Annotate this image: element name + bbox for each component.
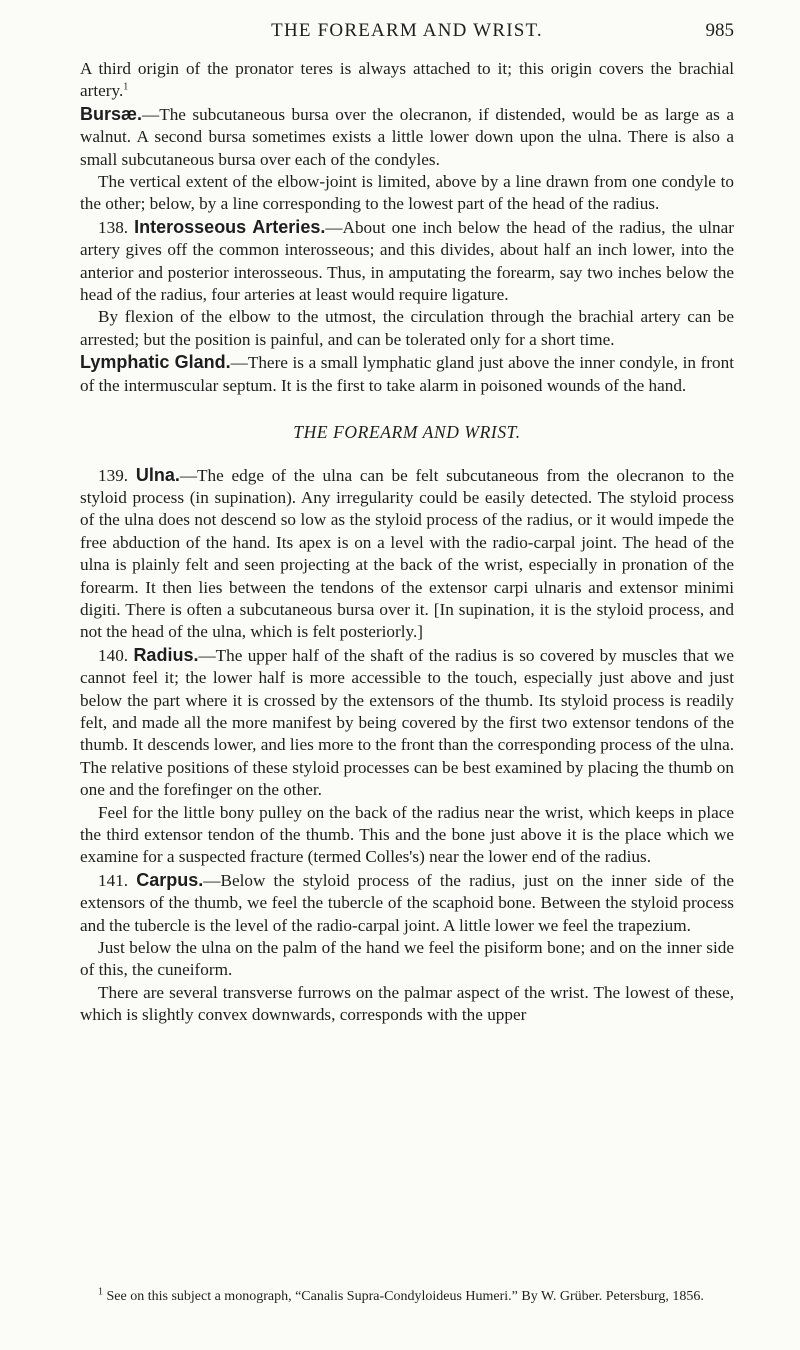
running-head	[80, 20, 734, 50]
paragraph-text: —Below the styloid process of the radius, just on the inner side of the extensors of the thumb, we feel the tubercle of the scaphoid bone. Between the styloid process and the tubercle is the level of the radio-carpal joint. A little lower we feel the trapezium.	[80, 870, 734, 935]
paragraph-text: —About one inch below the head of the radius, the ulnar artery gives off the common interosseous; and this divides, about half an inch lower, into the anterior and posterior interosseous. Thus, in amputating the forearm, say two inches below the head of the radius, four arteries at least would require ligature.	[80, 217, 734, 305]
paragraph-text: A third origin of the pronator teres is always attached to it; this origin covers the brachial artery.	[80, 59, 734, 101]
paragraph-text: By flexion of the elbow to the utmost, the circulation through the brachial artery can be arrested; but the position is painful, and can be tolerated only for a short time.	[80, 307, 734, 349]
footnote	[80, 1288, 734, 1306]
paragraph-text: —The edge of the ulna can be felt subcutaneous from the olecranon to the styloid process (in supination). Any irregularity could be easily detected. The styloid process of the ulna does not descend so low as the styloid process of the radius, or it would impede the free abduction of the hand. Its apex is on a level with the radio-carpal joint. The head of the ulna is plainly felt and seen projecting at the back of the wrist, especially in pronation of the forearm. It then lies between the tendons of the extensor carpi ulnaris and extensor minimi digiti. There is often a subcutaneous bursa over it. [In supination, it is the styloid process, and not the head of the ulna, which is felt posteriorly.]	[80, 465, 735, 642]
footnote-text: See on this subject a monograph, “Canalis Supra-Condyloideus Humeri.” By W. Grüber. Petersburg, 1856.	[106, 1289, 704, 1304]
paragraph-heading: Bursæ.	[80, 103, 143, 124]
body-text	[80, 58, 734, 1027]
paragraph-text: The vertical extent of the elbow-joint is limited, above by a line drawn from one condyle to the other; below, by a line corresponding to the lowest part of the head of the radius.	[80, 172, 734, 214]
paragraph	[80, 869, 734, 937]
paragraph-text: Feel for the little bony pulley on the back of the radius near the wrist, which keeps in place the third extensor tendon of the thumb. This and the bone just above it is the place which we examine for a suspected fracture (termed Colles's) near the lower end of the radius.	[80, 802, 734, 867]
paragraph-heading: Ulna.	[135, 464, 180, 485]
paragraph	[80, 171, 734, 216]
section-number: 141.	[98, 870, 129, 890]
section-number: 138.	[98, 217, 129, 237]
paragraph-text: —The upper half of the shaft of the radius is so covered by muscles that we cannot feel it; the lower half is more accessible to the touch, especially just above and just below the part where it is crossed by the extensors of the thumb. Its styloid process is readily felt, and made all the more manifest by being covered by the first two extensor tendons of the thumb. It descends lower, and lies more to the front than the corresponding process of the ulna. The relative positions of these styloid processes can be best examined by placing the thumb on one and the forefinger on the other.	[80, 645, 735, 800]
section-heading: THE FOREARM AND WRIST.	[293, 422, 521, 443]
paragraph	[80, 306, 734, 351]
section-number: 139.	[98, 465, 129, 485]
paragraph	[80, 351, 734, 397]
paragraph-text: —There is a small lymphatic gland just above the inner condyle, in front of the intermuscular septum. It is the first to take alarm in poisoned wounds of the hand.	[80, 353, 734, 395]
paragraph	[80, 216, 734, 307]
paragraph-heading: Interosseous Arteries.	[134, 216, 326, 237]
page-number: 985	[705, 20, 734, 41]
paragraph-text: —The subcutaneous bursa over the olecranon, if distended, would be as large as a walnut. A second bursa sometimes exists a little lower down upon the ulna. There is also a small subcutaneous bursa over each of the condyles.	[80, 104, 734, 169]
footnote-reference: 1	[123, 81, 129, 93]
paragraph	[80, 644, 734, 802]
paragraph-heading: Carpus.	[136, 869, 204, 890]
paragraph	[80, 982, 734, 1027]
running-title: THE FOREARM AND WRIST.	[271, 20, 543, 41]
paragraph	[80, 937, 734, 982]
paragraph	[80, 464, 734, 644]
paragraph-text: Just below the ulna on the palm of the hand we feel the pisiform bone; and on the inner side of this, the cuneiform.	[80, 938, 734, 980]
footnote-mark: 1	[98, 1286, 103, 1298]
paragraph	[80, 58, 734, 103]
paragraph	[80, 103, 734, 171]
paragraph-heading: Lymphatic Gland.	[80, 352, 231, 373]
paragraph-heading: Radius.	[133, 644, 199, 665]
section-number: 140.	[98, 645, 129, 665]
paragraph	[80, 802, 734, 869]
paragraph-text: There are several transverse furrows on the palmar aspect of the wrist. The lowest of these, which is slightly convex downwards, corresponds with the upper	[80, 982, 734, 1025]
